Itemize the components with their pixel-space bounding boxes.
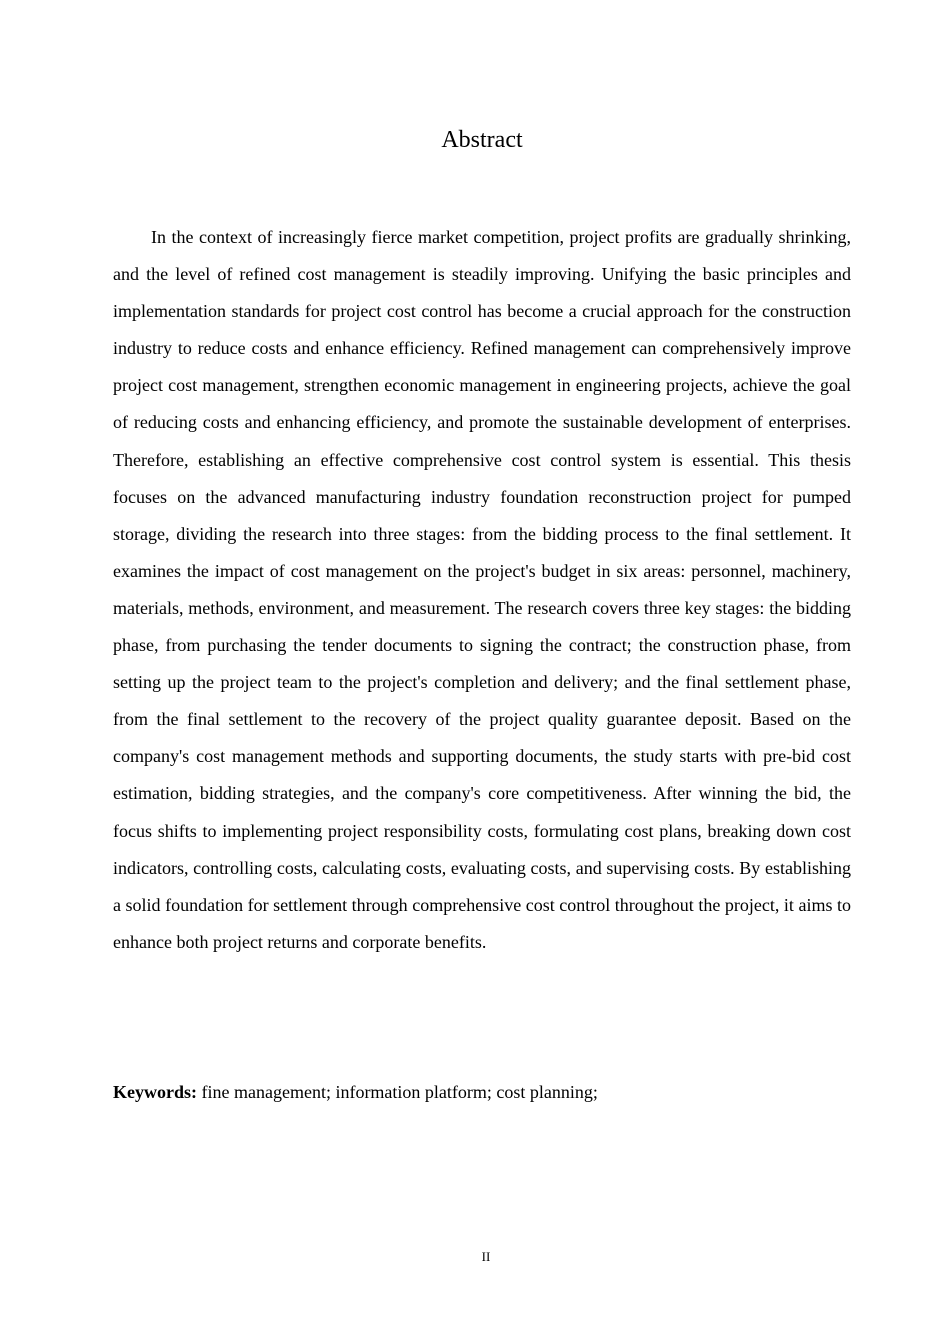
abstract-paragraph: In the context of increasingly fierce market competition, project profits are gradually shrinking, and the level of refined cost management is steadily improving. Unifying the basic principles and implementation standards for project cost control has become a crucial approach for the construction industry to reduce costs and enhance efficiency. Refined management can comprehensively improve project cost management, strengthen economic management in engineering projects, achieve the goal of reducing costs and enhancing efficiency, and promote the sustainable development of enterprises. Therefore, establishing an effective comprehensive cost control system is essential. This thesis focuses on the advanced manufacturing industry foundation reconstruction project for pumped storage, dividing the research into three stages: from the bidding process to the final settlement. It examines the impact of cost management on the project's budget in six areas: personnel, machinery, materials, methods, environment, and measurement. The research covers three key stages: the bidding phase, from purchasing the tender documents to signing the contract; the construction phase, from setting up the project team to the project's completion and delivery; and the final settlement phase, from the final settlement to the recovery of the project quality guarantee deposit. Based on the company's cost management methods and supporting documents, the study starts with pre-bid cost estimation, bidding strategies, and the company's core competitiveness. After winning the bid, the focus shifts to implementing project responsibility costs, formulating cost plans, breaking down cost indicators, controlling costs, calculating costs, evaluating costs, and supervising costs. By establishing a solid foundation for settlement through comprehensive cost control throughout the project, it aims to enhance both project returns and corporate benefits. xyxy=(113,227,851,952)
page-number: II xyxy=(481,1249,491,1264)
keywords-label: Keywords: xyxy=(113,1082,197,1102)
keywords-line xyxy=(113,1074,851,1111)
page-title: Abstract xyxy=(441,127,523,153)
keywords-text: fine management; information platform; cost planning; xyxy=(197,1082,598,1102)
